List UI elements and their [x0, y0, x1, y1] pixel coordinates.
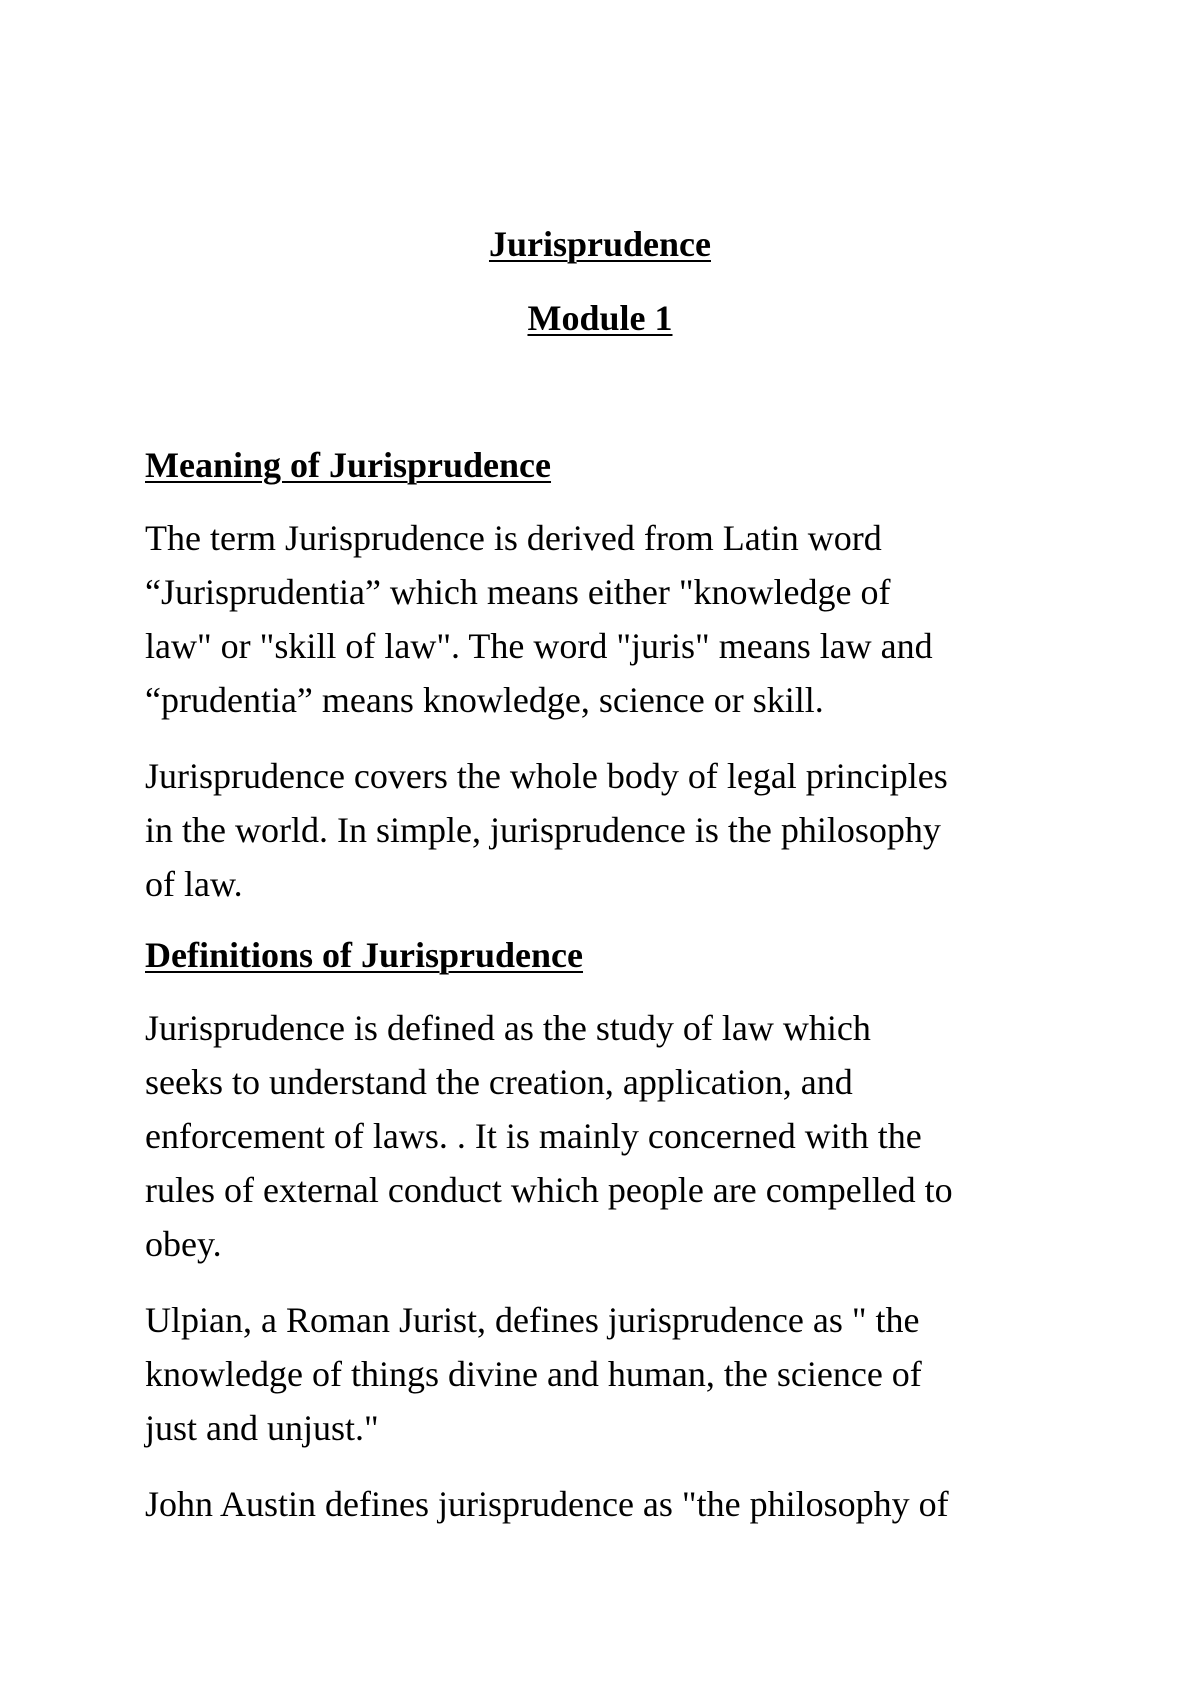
document-body: [145, 443, 1075, 1553]
text-line: “prudentia” means knowledge, science or skill.: [145, 680, 824, 720]
text-line: of law.: [145, 864, 243, 904]
paragraph-definitions-2: [145, 1293, 1075, 1455]
text-line: obey.: [145, 1224, 222, 1264]
text-line: in the world. In simple, jurisprudence is the philosophy: [145, 810, 941, 850]
module-title: Module 1: [527, 298, 673, 338]
text-line: “Jurisprudentia” which means either "knowledge of: [145, 572, 891, 612]
paragraph-meaning-2: [145, 749, 1075, 911]
document-title: Jurisprudence: [488, 224, 711, 264]
text-line: law" or "skill of law". The word "juris" means law and: [145, 626, 933, 666]
text-line: enforcement of laws. . It is mainly concerned with the: [145, 1116, 922, 1156]
section-heading-definitions: Definitions of Jurisprudence: [145, 935, 584, 975]
paragraph-definitions-3: [145, 1477, 1075, 1531]
text-line: knowledge of things divine and human, the science of: [145, 1354, 922, 1394]
text-line: seeks to understand the creation, application, and: [145, 1062, 853, 1102]
text-line: Ulpian, a Roman Jurist, defines jurisprudence as " the: [145, 1300, 920, 1340]
text-line: just and unjust.": [145, 1408, 379, 1448]
paragraph-meaning-1: [145, 511, 1075, 727]
text-line: John Austin defines jurisprudence as "the philosophy of: [145, 1484, 949, 1524]
text-line: rules of external conduct which people are compelled to: [145, 1170, 953, 1210]
text-line: Jurisprudence is defined as the study of law which: [145, 1008, 871, 1048]
section-heading-meaning: Meaning of Jurisprudence: [145, 445, 552, 485]
text-line: Jurisprudence covers the whole body of legal principles: [145, 756, 948, 796]
text-line: The term Jurisprudence is derived from Latin word: [145, 518, 882, 558]
paragraph-definitions-1: [145, 1001, 1075, 1271]
